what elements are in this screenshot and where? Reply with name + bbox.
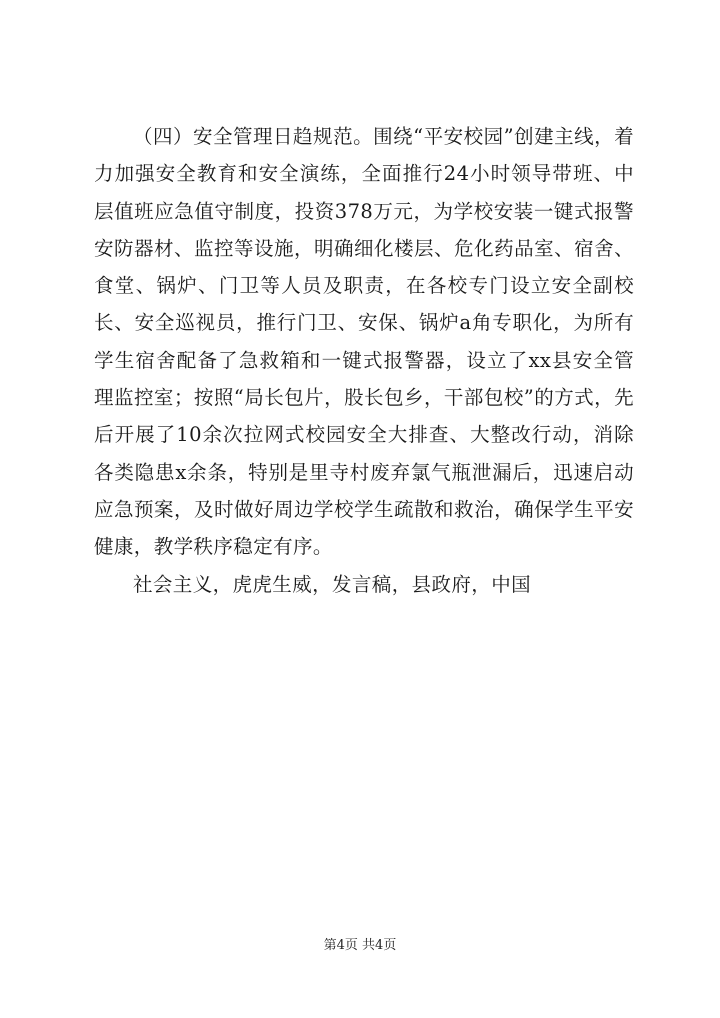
document-body: [94, 118, 634, 603]
paragraph-keywords: 社会主义，虎虎生威，发言稿，县政府，中国: [133, 572, 532, 596]
page-footer: 第4页 共4页: [323, 938, 397, 953]
paragraph-safety-management: （四）安全管理日趋规范。围绕“平安校园”创建主线，着力加强安全教育和安全演练，全面推行24小时领导带班、中层值班应急值守制度，投资378万元，为学校安装一键式报警安防器材、监控等设施，明确细化楼层、危化药品室、宿舍、食堂、锅炉、门卫等人员及职责，在各校专门设立安全副校长、安全巡视员，推行门卫、安保、锅炉a角专职化，为所有学生宿舍配备了急救箱和一键式报警器，设立了xx县安全管理监控室；按照“局长包片，股长包乡，干部包校”的方式，先后开展了10余次拉网式校园安全大排查、大整改行动，消除各类隐患x余条，特别是里寺村废弃氯气瓶泄漏后，迅速启动应急预案，及时做好周边学校学生疏散和救治，确保学生平安健康，教学秩序稳定有序。: [94, 125, 634, 559]
